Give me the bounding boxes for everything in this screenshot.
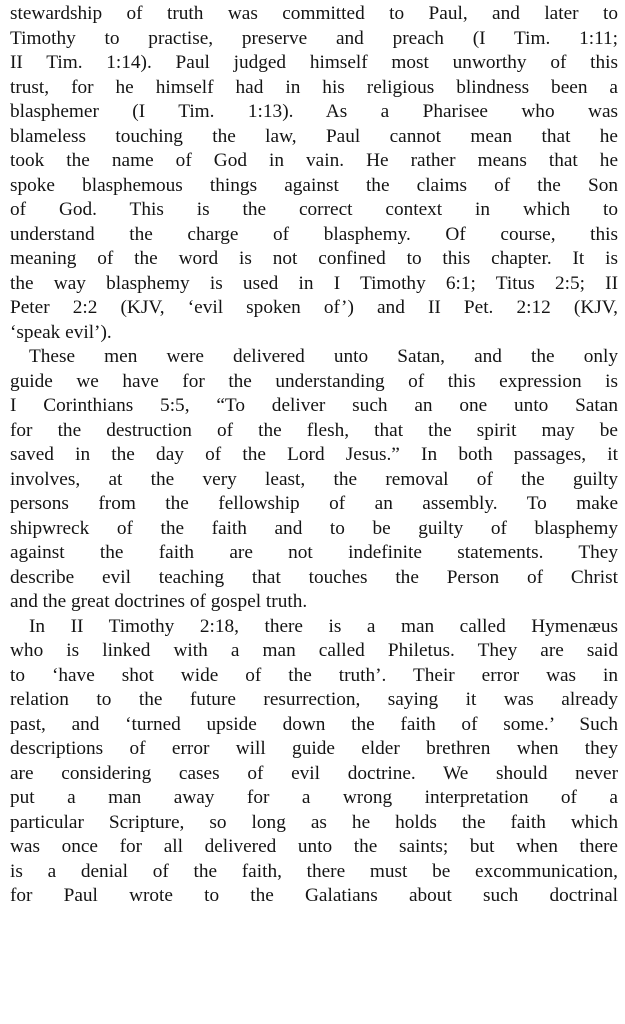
text-line: was once for all delivered unto the saints; but when there	[10, 836, 618, 857]
text-line: took the name of God in vain. He rather means that he	[10, 150, 618, 171]
text-line: particular Scripture, so long as he holds the faith which	[10, 811, 618, 833]
text-line: meaning of the word is not confined to this chapter. It is	[10, 248, 618, 269]
paragraph-delivered-unto-satan	[10, 345, 618, 615]
text-line: past, and ‘turned upside down the faith of some.’ Such	[10, 713, 618, 735]
text-line: persons from the fellowship of an assembly. To make	[10, 493, 618, 514]
text-line: blasphemer (I Tim. 1:13). As a Pharisee who was	[10, 101, 618, 122]
text-line: I Corinthians 5:5, “To deliver such an one unto Satan	[10, 395, 618, 416]
text-line: are considering cases of evil doctrine. We should never	[10, 762, 618, 784]
paragraph-stewardship	[10, 2, 618, 345]
text-line: saved in the day of the Lord Jesus.” In both passages, it	[10, 444, 618, 465]
text-line: to ‘have shot wide of the truth’. Their error was in	[10, 664, 618, 686]
text-line: spoke blasphemous things against the claims of the Son	[10, 174, 618, 196]
text-line: descriptions of error will guide elder brethren when they	[10, 738, 618, 759]
text-line: shipwreck of the faith and to be guilty of blasphemy	[10, 517, 618, 539]
text-line: put a man away for a wrong interpretation of a	[10, 787, 618, 808]
text-line: relation to the future resurrection, saying it was already	[10, 689, 618, 710]
text-line: Timothy to practise, preserve and preach (I Tim. 1:11;	[10, 27, 618, 49]
text-line: against the faith are not indefinite statements. They	[10, 542, 618, 563]
document-page	[10, 2, 618, 909]
text-line: trust, for he himself had in his religious blindness been a	[10, 76, 618, 98]
text-line: for Paul wrote to the Galatians about such doctrinal	[10, 885, 618, 906]
paragraph-hymenaeus	[10, 615, 618, 909]
text-line: guide we have for the understanding of this expression is	[10, 370, 618, 392]
text-line: stewardship of truth was committed to Paul, and later to	[10, 3, 618, 24]
text-line: II Tim. 1:14). Paul judged himself most unworthy of this	[10, 52, 618, 73]
text-line: is a denial of the faith, there must be excommunication,	[10, 860, 618, 882]
text-line: the way blasphemy is used in I Timothy 6:1; Titus 2:5; II	[10, 272, 618, 294]
text-line: of God. This is the correct context in which to	[10, 199, 618, 220]
text-line: involves, at the very least, the removal of the guilty	[10, 468, 618, 490]
text-line: Peter 2:2 (KJV, ‘evil spoken of’) and II Pet. 2:12 (KJV,	[10, 297, 618, 318]
text-line: These men were delivered unto Satan, and the only	[29, 346, 618, 367]
text-line: who is linked with a man called Philetus. They are said	[10, 640, 618, 661]
text-line: ‘speak evil’).	[10, 321, 112, 343]
text-line: In II Timothy 2:18, there is a man called Hymenæus	[29, 615, 618, 637]
text-line: for the destruction of the flesh, that the spirit may be	[10, 419, 618, 441]
text-line: blameless touching the law, Paul cannot mean that he	[10, 125, 618, 147]
text-line: understand the charge of blasphemy. Of course, this	[10, 223, 618, 245]
text-line: and the great doctrines of gospel truth.	[10, 591, 308, 612]
text-line: describe evil teaching that touches the Person of Christ	[10, 566, 618, 588]
